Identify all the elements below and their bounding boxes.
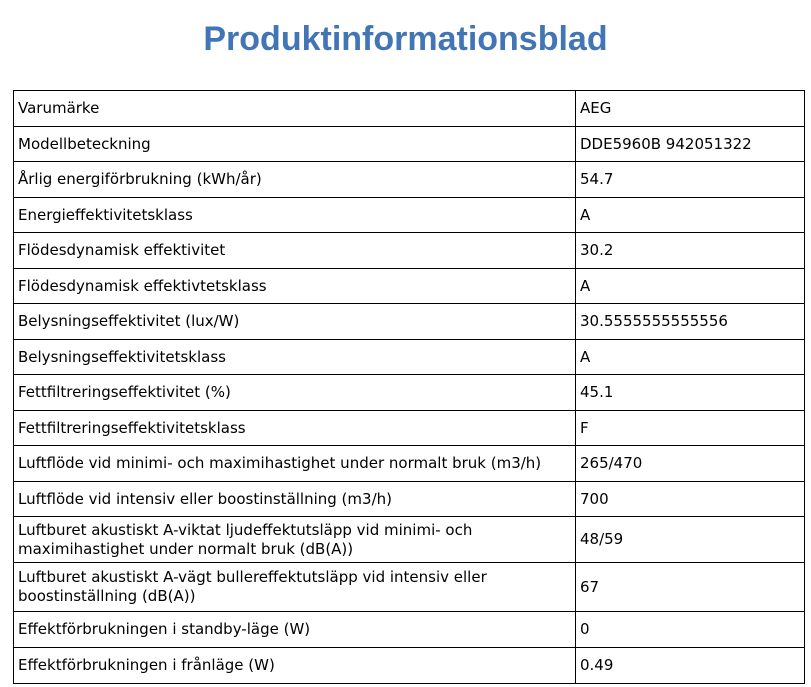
standby-power-value: 0 — [576, 612, 805, 648]
product-info-table — [13, 90, 805, 684]
airflow-min-max-label: Luftflöde vid minimi- och maximihastighet under normalt bruk (m3/h) — [14, 446, 576, 482]
noise-min-max-value: 48/59 — [576, 517, 805, 563]
fluid-dynamic-efficiency-class-value: A — [576, 269, 805, 304]
off-mode-power-value: 0.49 — [576, 648, 805, 684]
airflow-min-max-value: 265/470 — [576, 446, 805, 482]
noise-boost-value: 67 — [576, 563, 805, 612]
grease-filtering-efficiency-label: Fettfiltreringseffektivitet (%) — [14, 375, 576, 411]
lighting-efficiency-label: Belysningseffektivitet (lux/W) — [14, 304, 576, 340]
lighting-efficiency-row — [14, 304, 805, 340]
energy-efficiency-class-row — [14, 198, 805, 233]
airflow-boost-row — [14, 482, 805, 517]
lighting-efficiency-class-label: Belysningseffektivitetsklass — [14, 340, 576, 375]
standby-power-label: Effektförbrukningen i standby-läge (W) — [14, 612, 576, 648]
brand-label: Varumärke — [14, 91, 576, 127]
fluid-dynamic-efficiency-label: Flödesdynamisk effektivitet — [14, 233, 576, 269]
grease-filtering-efficiency-value: 45.1 — [576, 375, 805, 411]
annual-energy-consumption-label: Årlig energiförbrukning (kWh/år) — [14, 162, 576, 198]
standby-power-row — [14, 612, 805, 648]
off-mode-power-label: Effektförbrukningen i frånläge (W) — [14, 648, 576, 684]
fluid-dynamic-efficiency-class-row — [14, 269, 805, 304]
lighting-efficiency-value: 30.5555555555556 — [576, 304, 805, 340]
grease-filtering-efficiency-class-value: F — [576, 411, 805, 446]
airflow-min-max-row — [14, 446, 805, 482]
noise-min-max-row — [14, 517, 805, 563]
fluid-dynamic-efficiency-value: 30.2 — [576, 233, 805, 269]
model-designation-row — [14, 127, 805, 162]
noise-boost-row — [14, 563, 805, 612]
grease-filtering-efficiency-class-label: Fettfiltreringseffektivitetsklass — [14, 411, 576, 446]
fluid-dynamic-efficiency-row — [14, 233, 805, 269]
noise-min-max-label: Luftburet akustiskt A-viktat ljudeffektutsläpp vid minimi- och maximihastighet under normalt bruk (dB(A)) — [14, 517, 576, 563]
fluid-dynamic-efficiency-class-label: Flödesdynamisk effektivtetsklass — [14, 269, 576, 304]
annual-energy-consumption-value: 54.7 — [576, 162, 805, 198]
lighting-efficiency-class-value: A — [576, 340, 805, 375]
grease-filtering-efficiency-row — [14, 375, 805, 411]
brand-value: AEG — [576, 91, 805, 127]
page-title: Produktinformationsblad — [203, 20, 608, 58]
energy-efficiency-class-label: Energieffektivitetsklass — [14, 198, 576, 233]
annual-energy-consumption-row — [14, 162, 805, 198]
airflow-boost-value: 700 — [576, 482, 805, 517]
airflow-boost-label: Luftflöde vid intensiv eller boostinställning (m3/h) — [14, 482, 576, 517]
energy-efficiency-class-value: A — [576, 198, 805, 233]
noise-boost-label: Luftburet akustiskt A-vägt bullereffektutsläpp vid intensiv eller boostinställning (dB(A)) — [14, 563, 576, 612]
grease-filtering-efficiency-class-row — [14, 411, 805, 446]
off-mode-power-row — [14, 648, 805, 684]
model-designation-value: DDE5960B 942051322 — [576, 127, 805, 162]
lighting-efficiency-class-row — [14, 340, 805, 375]
brand-row — [14, 91, 805, 127]
model-designation-label: Modellbeteckning — [14, 127, 576, 162]
